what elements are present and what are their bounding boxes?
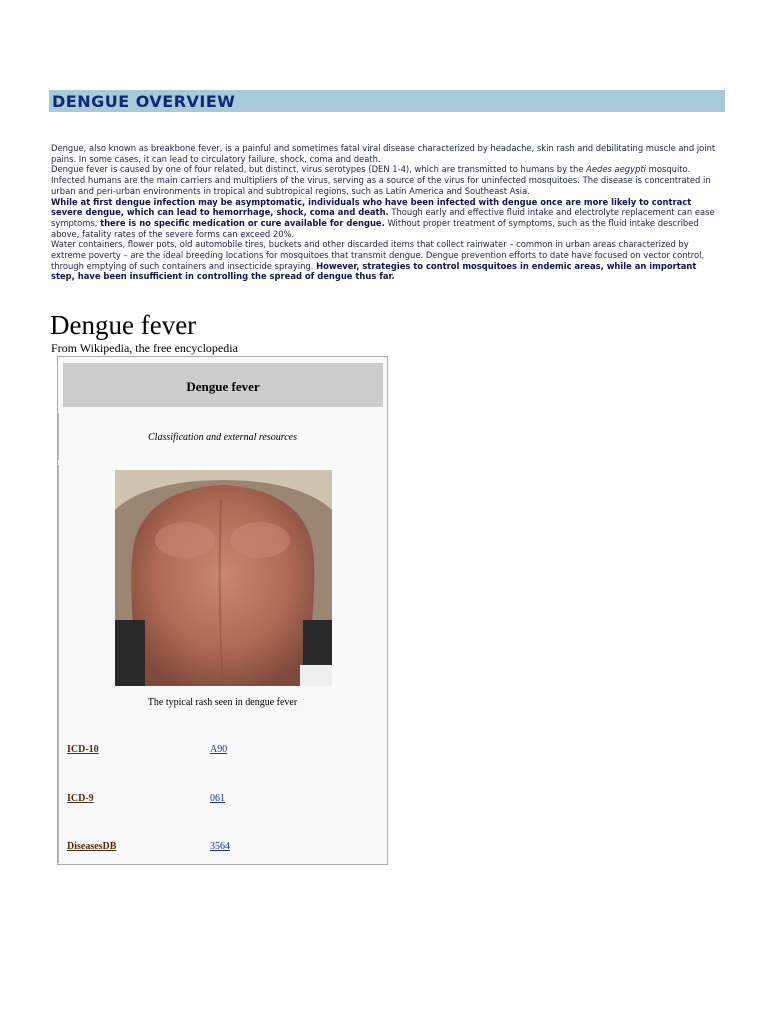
infobox-row-label-icd10[interactable]: ICD-10	[67, 744, 99, 755]
infobox-header	[63, 363, 383, 407]
infobox-row-value-icd10[interactable]: A90	[210, 744, 228, 755]
overview-body	[51, 143, 723, 282]
infobox-divider	[58, 777, 59, 827]
para3-bold-2: there is no specific medication or cure available for dengue.	[100, 217, 385, 228]
infobox-header-title: Dengue fever	[186, 379, 260, 394]
infobox-row-value-diseasesdb[interactable]: 3564	[210, 841, 230, 852]
para2-text-a: Dengue fever is caused by one of four related, but distinct, virus serotypes (DEN 1-4), which are transmitted to humans by the	[51, 164, 587, 175]
infobox-divider	[58, 727, 59, 777]
wiki-subtitle: From Wikipedia, the free encyclopedia	[51, 341, 238, 355]
rash-caption: The typical rash seen in dengue fever	[147, 697, 298, 708]
infobox-divider	[58, 827, 59, 863]
overview-paragraph-1: Dengue, also known as breakbone fever, is a painful and sometimes fatal viral disease characterized by headache, skin rash and debilitating muscle and joint pains. In some cases, it can lead to circulatory failure, shock, coma and death.	[51, 143, 716, 164]
overview-title: DENGUE OVERVIEW	[52, 92, 236, 111]
para3-text-b: Without proper treatment of symptoms, such as the fluid intake described above, fatality rates of the severe forms can exceed 20%.	[51, 217, 699, 239]
infobox	[57, 356, 388, 865]
infobox-row-label-icd9[interactable]: ICD-9	[67, 793, 94, 804]
infobox-row-value-icd9[interactable]: 061	[210, 793, 225, 804]
para3-text-a: Though early and effective fluid intake and electrolyte replacement can ease symptoms,	[51, 207, 715, 228]
para2-species: Aedes aegypti	[586, 164, 647, 175]
overview-paragraph-4	[51, 239, 723, 282]
para4-bold: However, strategies to control mosquitoes in endemic areas, while an important step, have been insufficient in controlling the spread of dengue thus far.	[51, 260, 697, 282]
wiki-page-title: Dengue fever	[50, 310, 197, 340]
para2-text-b: mosquito. Infected humans are the main carriers and multipliers of the virus, serving as a source of the virus for uninfected mosquitoes. The disease is concentrated in urban and peri-urban environments in tropical and subtropical regions, such as Latin America and Southeast Asia.	[51, 164, 711, 196]
rash-photo-image	[115, 470, 332, 686]
rash-photo	[115, 470, 332, 686]
overview-paragraph-3	[51, 197, 723, 240]
infobox-classification: Classification and external resources	[148, 432, 297, 443]
infobox-divider	[58, 465, 59, 727]
para4-text: Water containers, flower pots, old automobile tires, buckets and other discarded items that collect rainwater – common in urban areas characterized by extreme poverty – are the ideal breeding locations for mosquitoes that transmit dengue. Dengue prevention efforts to date have focused on vector control, through emptying of such containers and insecticide spraying.	[51, 239, 705, 271]
para3-bold-1: While at first dengue infection may be asymptomatic, individuals who have been infected with dengue once are more likely to contract severe dengue, which can lead to hemorrhage, shock, coma and death.	[51, 196, 692, 218]
infobox-row-label-diseasesdb[interactable]: DiseasesDB	[67, 841, 117, 852]
overview-paragraph-2	[51, 164, 723, 196]
